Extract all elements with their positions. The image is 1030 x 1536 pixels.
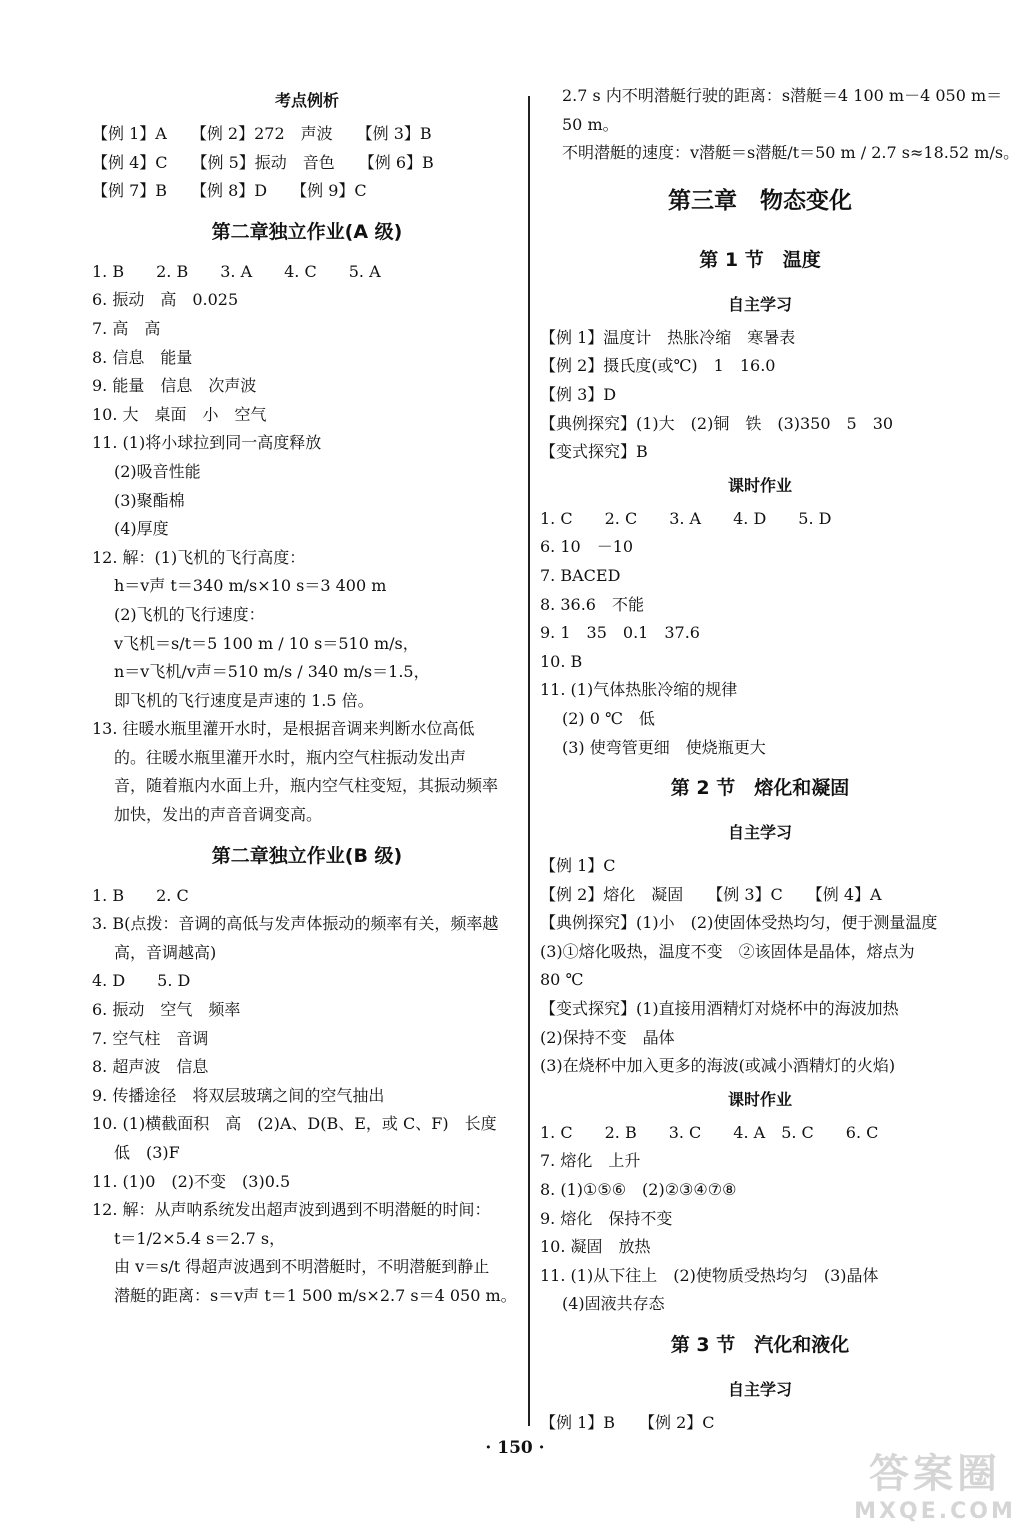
answer-line: 【例 1】B 【例 2】C [540, 1413, 715, 1432]
answer-line: 9. 能量 信息 次声波 [92, 376, 257, 396]
subsection-heading: 自主学习 [727, 294, 792, 314]
answer-line-indented: (2) 0 ℃ 低 [562, 708, 655, 728]
answer-line-indented: 加快，发出的声音音调变高。 [114, 805, 323, 825]
subsection-heading: 课时作业 [727, 1089, 792, 1109]
page-number: · 150 · [485, 1438, 545, 1458]
answer-line: 6. 振动 空气 频率 [92, 1000, 241, 1020]
answer-line: 9. 传播途径 将双层玻璃之间的空气抽出 [92, 1085, 385, 1105]
answer-line-indented: (2)飞机的飞行速度： [114, 604, 265, 624]
section-heading: 第二章独立作业(B 级) [211, 844, 403, 867]
answer-line: 7. BACED [540, 565, 621, 585]
answer-line: 11. (1)从下往上 (2)使物质受热均匀 (3)晶体 [540, 1265, 879, 1285]
subsection-heading: 课时作业 [727, 475, 792, 495]
answer-line: 【例 2】熔化 凝固 【例 3】C 【例 4】A [540, 884, 882, 904]
subsection-heading: 自主学习 [727, 823, 792, 843]
answer-line: 1. B 2. B 3. A 4. C 5. A [92, 261, 381, 281]
answer-line-indented: 的。往暖水瓶里灌开水时，瓶内空气柱振动发出声 [114, 747, 467, 767]
answer-line: 【例 1】温度计 热胀冷缩 寒暑表 [540, 327, 796, 347]
answer-line: 80 ℃ [540, 970, 584, 990]
watermark-site-text: MXQE.COM [854, 1499, 1016, 1524]
answer-line: 6. 振动 高 0.025 [92, 290, 239, 310]
answer-line: 8. 36.6 不能 [540, 594, 644, 614]
answer-line-indented: 50 m。 [562, 114, 619, 134]
answer-line: 6. 10 －10 [540, 537, 634, 557]
answer-line: 10. 凝固 放热 [540, 1237, 651, 1257]
answer-line: 【例 3】D [540, 384, 617, 404]
answer-line-indented: 低 (3)F [114, 1143, 180, 1162]
answer-line-indented: 即飞机的飞行速度是声速的 1.5 倍。 [114, 690, 374, 710]
answer-line-indented: (4)厚度 [114, 519, 169, 539]
section-heading: 第 2 节 熔化和凝固 [670, 777, 850, 800]
section-heading: 第 3 节 汽化和液化 [670, 1334, 850, 1356]
section-heading: 第 1 节 温度 [699, 248, 821, 271]
answer-line-indented: h＝v声 t＝340 m/s×10 s＝3 400 m [114, 576, 387, 596]
answer-line: 9. 1 35 0.1 37.6 [540, 623, 700, 643]
answer-line: 10. B [540, 651, 583, 671]
answer-line: 10. 大 桌面 小 空气 [92, 404, 267, 424]
answer-line: 12. 解：从声呐系统发出超声波到遇到不明潜艇的时间： [92, 1200, 491, 1220]
answer-line: 11. (1)将小球拉到同一高度释放 [92, 433, 322, 453]
answer-line: (3)在烧杯中加入更多的海波(或减小酒精灯的火焰) [540, 1056, 896, 1076]
answer-line: 9. 熔化 保持不变 [540, 1208, 673, 1228]
answer-line-indented: v飞机＝s/t＝5 100 m / 10 s＝510 m/s， [114, 633, 419, 653]
section-heading: 第二章独立作业(A 级) [211, 220, 403, 243]
answer-line: 8. 超声波 信息 [92, 1057, 209, 1077]
subsection-heading: 考点例析 [274, 91, 339, 110]
subsection-heading: 自主学习 [727, 1380, 792, 1399]
chapter-heading: 第三章 物态变化 [668, 187, 852, 214]
answer-line: 8. 信息 能量 [92, 347, 193, 367]
answer-line: 7. 熔化 上升 [540, 1151, 641, 1171]
answer-line: 7. 空气柱 音调 [92, 1028, 209, 1048]
answer-line-indented: n＝v飞机/v声＝510 m/s / 340 m/s＝1.5， [114, 662, 430, 682]
answer-line: 【例 1】A 【例 2】272 声波 【例 3】B [92, 124, 432, 143]
answer-line: 【例 1】C [540, 856, 616, 876]
answer-line: 【典例探究】(1)小 (2)使固体受热均匀，便于测量温度 [540, 913, 938, 933]
answer-line: 4. D 5. D [92, 971, 191, 991]
answer-line: (2)保持不变 晶体 [540, 1027, 675, 1047]
answer-line: (3)①熔化吸热，温度不变 ②该固体是晶体，熔点为 [540, 941, 915, 961]
answer-line: 11. (1)气体热胀冷缩的规律 [540, 680, 738, 700]
column-divider [528, 96, 530, 1426]
answer-line: 【例 2】摄氏度(或℃) 1 16.0 [540, 356, 776, 376]
answer-line: 3. B(点拨：音调的高低与发声体振动的频率有关，频率越 [92, 914, 499, 934]
left-column [92, 82, 522, 1311]
answer-line-indented: (2)吸音性能 [114, 461, 201, 481]
answer-line-indented: 由 v＝s/t 得超声波遇到不明潜艇时，不明潜艇到静止 [114, 1257, 490, 1277]
right-column [540, 82, 1020, 1438]
answer-line: 【典例探究】(1)大 (2)铜 铁 (3)350 5 30 [540, 413, 894, 433]
answer-line: 7. 高 高 [92, 318, 161, 338]
answer-line: 1. C 2. B 3. C 4. A 5. C 6. C [540, 1122, 879, 1142]
answer-line-indented: 潜艇的距离：s＝v声 t＝1 500 m/s×2.7 s＝4 050 m。 [114, 1285, 517, 1305]
answer-line-indented: (3)聚酯棉 [114, 490, 185, 510]
answer-line: 【变式探究】B [540, 442, 648, 462]
answer-line-indented: 高，音调越高) [114, 942, 217, 962]
answer-line-indented: 音，随着瓶内水面上升，瓶内空气柱变短，其振动频率 [114, 776, 499, 796]
answer-line-indented: t＝1/2×5.4 s＝2.7 s， [114, 1228, 286, 1248]
answer-line-indented: (4)固液共存态 [562, 1294, 665, 1314]
answer-line: 1. B 2. C [92, 885, 189, 905]
watermark-logo-text: 答案圈 [869, 1451, 1001, 1497]
answer-line: 【例 7】B 【例 8】D 【例 9】C [92, 181, 367, 201]
watermark-logo [850, 1442, 1020, 1524]
answer-line: 13. 往暖水瓶里灌开水时，是根据音调来判断水位高低 [92, 719, 475, 739]
answer-line: 【例 4】C 【例 5】振动 音色 【例 6】B [92, 152, 434, 172]
answer-line-indented: 2.7 s 内不明潜艇行驶的距离：s潜艇＝4 100 m－4 050 m＝ [562, 86, 1003, 105]
answer-line: 10. (1)横截面积 高 (2)A、D(B、E，或 C、F) 长度 [92, 1114, 497, 1134]
answer-line: 11. (1)0 (2)不变 (3)0.5 [92, 1171, 291, 1191]
answer-line: 8. (1)①⑤⑥ (2)②③④⑦⑧ [540, 1180, 737, 1200]
answer-line: 【变式探究】(1)直接用酒精灯对烧杯中的海波加热 [540, 999, 899, 1019]
answer-line-indented: (3) 使弯管更细 使烧瓶更大 [562, 737, 766, 757]
answer-line-indented: 不明潜艇的速度：v潜艇＝s潜艇/t＝50 m / 2.7 s≈18.52 m/s。 [562, 143, 1020, 163]
answer-line: 12. 解：(1)飞机的飞行高度： [92, 547, 306, 567]
answer-line: 1. C 2. C 3. A 4. D 5. D [540, 508, 832, 528]
